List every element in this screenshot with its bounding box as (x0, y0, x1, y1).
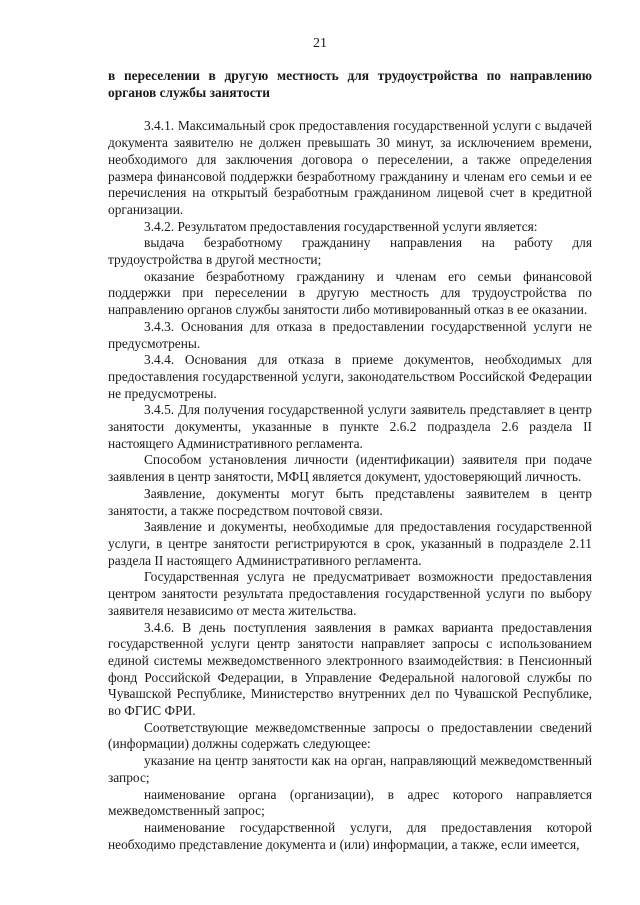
paragraph-3-4-2: 3.4.2. Результатом предоставления государственной услуги является: (144, 218, 538, 234)
paragraph-result-referral: выдача безработному гражданину направления на работу для трудоустройства в другой местности; (108, 235, 592, 268)
paragraph-3-4-4: 3.4.4. Основания для отказа в приеме документов, необходимых для предоставления государственной услуги, законодательством Российской Федерации не предусмотрены. (108, 352, 592, 401)
paragraph-submission-methods: Заявление, документы могут быть представлены заявителем в центр занятости, а также посредством почтовой связи. (108, 485, 592, 518)
page-content (108, 68, 592, 853)
paragraph-identification: Способом установления личности (идентификации) заявителя при подаче заявления в центр занятости, МФЦ является документ, удостоверяющий личность. (108, 452, 592, 485)
paragraph-3-4-6: 3.4.6. В день поступления заявления в рамках варианта предоставления государственной услуги центр занятости направляет запросы с использованием единой системы межведомственного электронного взаимодействия: в Пенсионный фонд Российской Федерации, в Управление Федеральной налоговой службы по Чувашской Республике, Министерство внутренних дел по Чувашской Республике, во ФГИС ФРИ. (108, 619, 592, 719)
paragraph-registration: Заявление и документы, необходимые для предоставления государственной услуги, в центре занятости регистрируются в срок, указанный в подразделе 2.11 раздела II настоящего Административного регламента. (108, 519, 592, 568)
section-heading: в переселении в другую местность для трудоустройства по направлению органов службы занятости (108, 68, 592, 100)
paragraph-requests-content: Соответствующие межведомственные запросы о предоставлении сведений (информации) должны содержать следующее: (108, 719, 592, 752)
paragraph-requests-item-3: наименование государственной услуги, для предоставления которой необходимо представление документа и (или) информации, а также, если имеется, (108, 819, 592, 852)
paragraph-requests-item-1: указание на центр занятости как на орган, направляющий межведомственный запрос; (108, 753, 592, 785)
page-number: 21 (313, 36, 327, 51)
paragraph-extraterritorial: Государственная услуга не предусматривает возможности предоставления центром занятости результата предоставления государственной услуги по выбору заявителя независимо от места жительства. (108, 569, 592, 618)
paragraph-3-4-3: 3.4.3. Основания для отказа в предоставлении государственной услуги не предусмотрены. (108, 318, 592, 351)
paragraph-requests-item-2: наименование органа (организации), в адрес которого направляется межведомственный запрос; (108, 786, 592, 819)
paragraph-3-4-1: 3.4.1. Максимальный срок предоставления государственной услуги с выдачей документа заявителю не должен превышать 30 минут, за исключением времени, необходимого для заключения договора о переселении, а также определения размера финансовой поддержки безработному гражданину и членам его семьи и ее перечисления на открытый безработным гражданином лицевой счет в кредитной организации. (108, 118, 592, 217)
paragraph-3-4-5: 3.4.5. Для получения государственной услуги заявитель представляет в центр занятости документы, указанные в пункте 2.6.2 подраздела 2.6 раздела II настоящего Административного регламента. (108, 402, 592, 451)
paragraph-result-financial-support: оказание безработному гражданину и членам его семьи финансовой поддержки при переселении в другую местность для трудоустройства по направлению органов службы занятости либо мотивированный отказ в ее оказании. (108, 268, 592, 318)
